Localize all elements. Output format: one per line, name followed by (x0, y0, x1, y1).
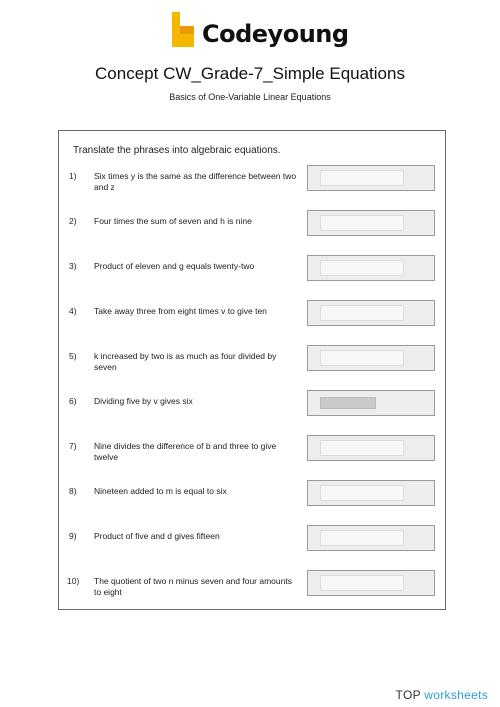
question-number: 3) (69, 261, 77, 271)
question-row (59, 165, 445, 195)
brand-name: Codeyoung (202, 20, 349, 48)
page-subtitle: Basics of One-Variable Linear Equations (169, 92, 331, 102)
topworksheets-footer-logo (396, 688, 488, 702)
question-row (59, 570, 445, 600)
question-number: 8) (69, 486, 77, 496)
answer-box (307, 570, 435, 596)
question-number: 10) (67, 576, 80, 586)
question-text: Product of five and d gives fifteen (94, 531, 220, 541)
question-number: 2) (69, 216, 77, 226)
question-row (59, 345, 445, 375)
answer-box (307, 480, 435, 506)
codeyoung-logo-icon (168, 12, 198, 54)
answer-box (307, 345, 435, 371)
answer-box (307, 525, 435, 551)
page-title: Concept CW_Grade-7_Simple Equations (95, 64, 405, 83)
question-row (59, 525, 445, 555)
question-number: 9) (69, 531, 77, 541)
worksheet-panel (58, 130, 446, 610)
question-text: Product of eleven and g equals twenty-two (94, 261, 255, 271)
footer-worksheets-text: worksheets (420, 688, 488, 702)
answer-input[interactable] (320, 350, 404, 366)
answer-input[interactable] (320, 305, 404, 321)
question-row (59, 300, 445, 330)
question-text: Nineteen added to m is equal to six (94, 486, 227, 496)
answer-input[interactable] (320, 485, 404, 501)
question-row (59, 255, 445, 285)
question-text: The quotient of two n minus seven and four amounts to eight (94, 576, 292, 597)
answer-input[interactable] (320, 440, 404, 456)
question-text: k increased by two is as much as four divided by seven (94, 351, 277, 372)
question-row (59, 435, 445, 465)
question-number: 7) (69, 441, 77, 451)
question-row (59, 210, 445, 240)
question-text: Six times y is the same as the difference between two and z (94, 171, 297, 192)
question-text: Nine divides the difference of b and three to give twelve (94, 441, 277, 462)
answer-box (307, 390, 435, 416)
answer-input[interactable] (320, 575, 404, 591)
answer-box (307, 165, 435, 191)
instruction-text: Translate the phrases into algebraic equations. (73, 145, 281, 156)
answer-input[interactable] (320, 215, 404, 231)
question-number: 4) (69, 306, 77, 316)
answer-box (307, 255, 435, 281)
answer-input[interactable] (320, 530, 404, 546)
answer-input[interactable] (320, 170, 404, 186)
question-text: Four times the sum of seven and h is nine (94, 216, 252, 226)
question-row (59, 390, 445, 420)
question-row (59, 480, 445, 510)
question-number: 1) (69, 171, 77, 181)
answer-box (307, 435, 435, 461)
answer-input[interactable] (320, 260, 404, 276)
question-text: Take away three from eight times v to give ten (94, 306, 267, 316)
answer-input[interactable] (320, 397, 376, 409)
question-number: 6) (69, 396, 77, 406)
codeyoung-logo (168, 12, 348, 54)
answer-box (307, 300, 435, 326)
question-text: Dividing five by v gives six (94, 396, 193, 406)
footer-top-text: TOP (395, 688, 421, 702)
question-number: 5) (69, 351, 77, 361)
answer-box (307, 210, 435, 236)
